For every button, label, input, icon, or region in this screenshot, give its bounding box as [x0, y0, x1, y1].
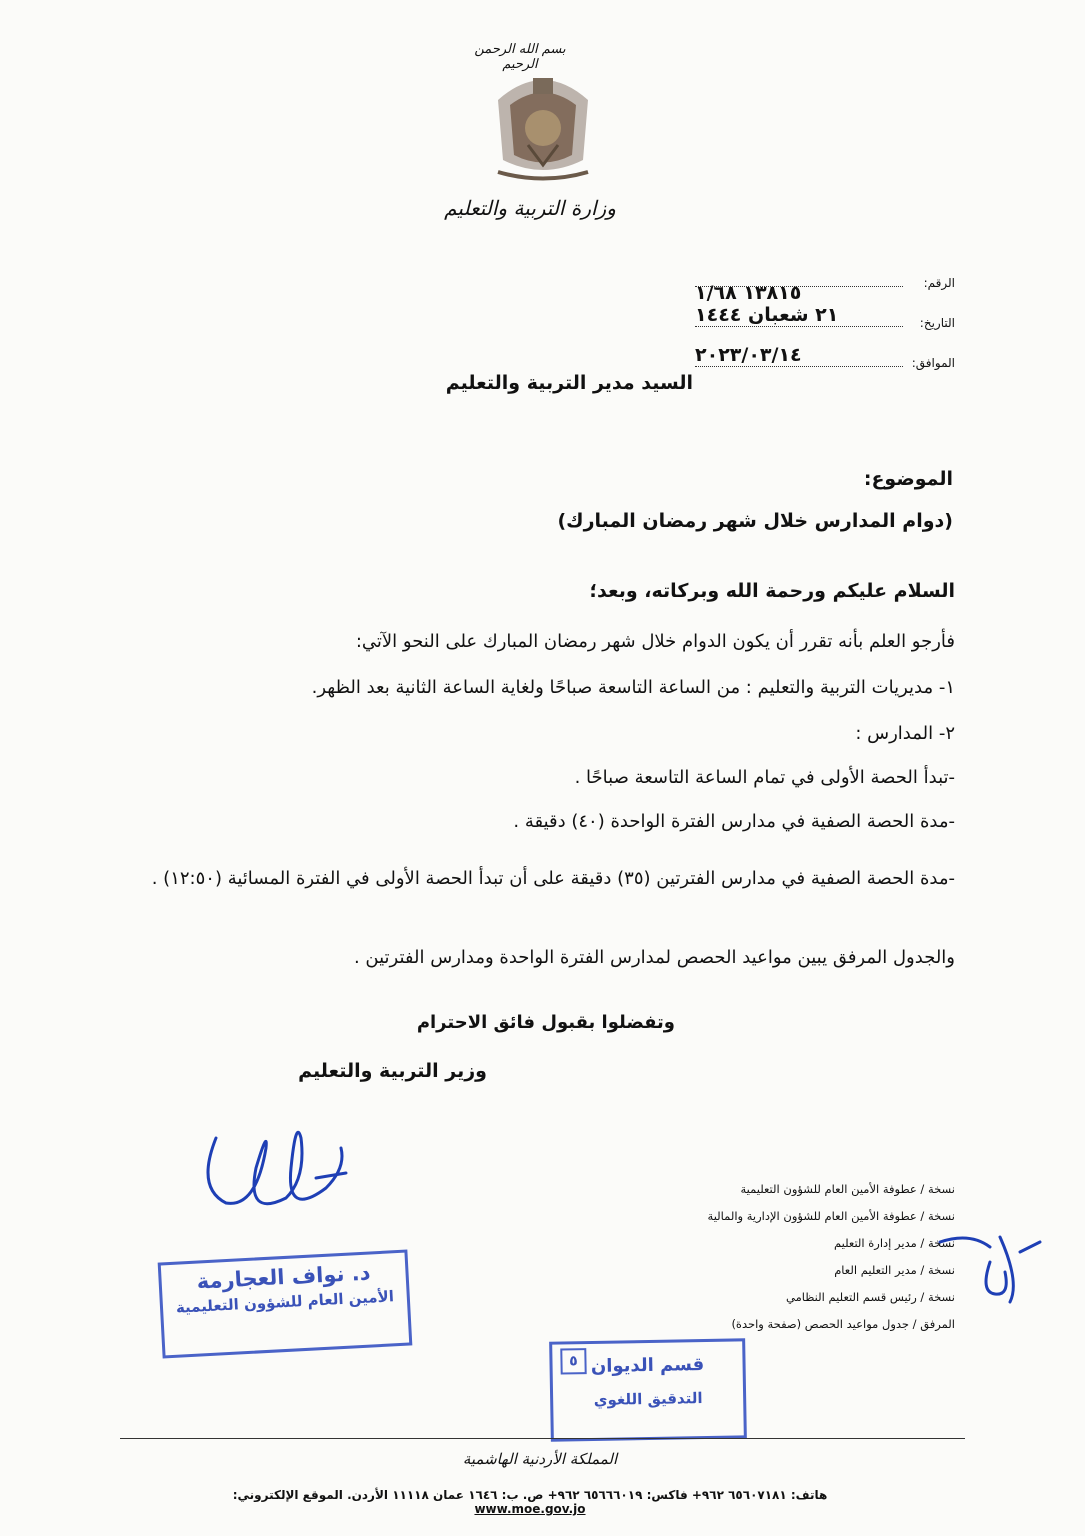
basmala: بسم الله الرحمن الرحيم [474, 42, 566, 72]
reference-gregorian-value: ٢٠٢٣/٠٣/١٤ [695, 344, 802, 366]
contact-details: هاتف: ٦٥٦٠٧١٨١ ٩٦٢+ فاكس: ٦٥٦٦٦٠١٩ ٩٦٢+ ص. ب: ١٦٤٦ عمان ١١١١٨ الأردن. الموقع الإلكتروني: [232, 1488, 828, 1502]
reference-date-value: ٢١ شعبان ١٤٤٤ [695, 304, 839, 326]
dotted-line [695, 326, 903, 327]
dotted-line [695, 366, 903, 367]
footer-kingdom: المملكة الأردنية الهاشمية [462, 1450, 618, 1468]
office-stamp-name: قسم الديوان [590, 1354, 705, 1377]
reference-number-value: ١٣٨١٥ ١/٦٨ [695, 282, 802, 304]
greeting: السلام عليكم ورحمة الله وبركاته، وبعد؛ [589, 580, 955, 602]
signer-title: الأمين العام للشؤون التعليمية [175, 1287, 395, 1317]
list-item: نسخة / مدير إدارة التعليم [833, 1236, 955, 1250]
copies-list [655, 1176, 955, 1338]
reference-gregorian-label: الموافق: [911, 356, 955, 370]
reference-number-label: الرقم: [923, 276, 955, 290]
closing: وتفضلوا بقبول فائق الاحترام [416, 1012, 675, 1033]
list-item: ٢- المدارس : [855, 723, 955, 744]
office-stamp [549, 1338, 747, 1441]
list-item: نسخة / عطوفة الأمين العام للشؤون الإدارية والمالية [707, 1209, 955, 1223]
list-item: نسخة / مدير التعليم العام [834, 1263, 955, 1277]
subject: (دوام المدارس خلال شهر رمضان المبارك) [557, 510, 953, 532]
list-item: ١- مديريات التربية والتعليم : من الساعة التاسعة صباحًا ولغاية الساعة الثانية بعد الظهر. [311, 677, 955, 698]
signatory-title: وزير التربية والتعليم [298, 1060, 487, 1082]
website-link[interactable]: www.moe.gov.jo [474, 1502, 586, 1516]
reference-date-label: التاريخ: [919, 316, 955, 330]
office-stamp-number: ٥ [560, 1348, 586, 1374]
list-item: نسخة / عطوفة الأمين العام للشؤون التعليمية [740, 1182, 955, 1196]
subject-label: الموضوع: [863, 468, 953, 490]
list-item: المرفق / جدول مواعيد الحصص (صفحة واحدة) [731, 1317, 955, 1331]
signature-icon [196, 1108, 356, 1238]
list-item: -مدة الحصة الصفية في مدارس الفترة الواحدة (٤٠) دقيقة . [513, 811, 955, 832]
list-item: -مدة الحصة الصفية في مدارس الفترتين (٣٥) دقيقة على أن تبدأ الحصة الأولى في الفترة المسائية (١٢:٥٠) . [151, 868, 955, 889]
list-item: نسخة / رئيس قسم التعليم النظامي [786, 1290, 955, 1304]
reference-number-row [655, 268, 955, 308]
reference-gregorian-row [655, 344, 955, 388]
reference-block [655, 268, 955, 388]
signer-stamp [158, 1250, 413, 1359]
footer-divider [120, 1438, 965, 1439]
list-item: -تبدأ الحصة الأولى في تمام الساعة التاسعة صباحًا . [574, 767, 955, 788]
office-stamp-check: التدقيق اللغوي [593, 1389, 703, 1409]
ministry-name: وزارة التربية والتعليم [444, 196, 616, 220]
addressee: السيد مدير التربية والتعليم [445, 372, 693, 394]
initials-icon [930, 1222, 1050, 1312]
footer-contact [180, 1488, 880, 1516]
reference-date-row [655, 304, 955, 348]
schedule-note: والجدول المرفق يبين مواعيد الحصص لمدارس الفترة الواحدة ومدارس الفترتين . [353, 947, 955, 968]
jordan-emblem-icon [488, 60, 598, 190]
intro-paragraph: فأرجو العلم بأنه تقرر أن يكون الدوام خلال شهر رمضان المبارك على النحو الآتي: [355, 631, 955, 652]
signer-name: د. نواف العجارمة [196, 1260, 372, 1294]
